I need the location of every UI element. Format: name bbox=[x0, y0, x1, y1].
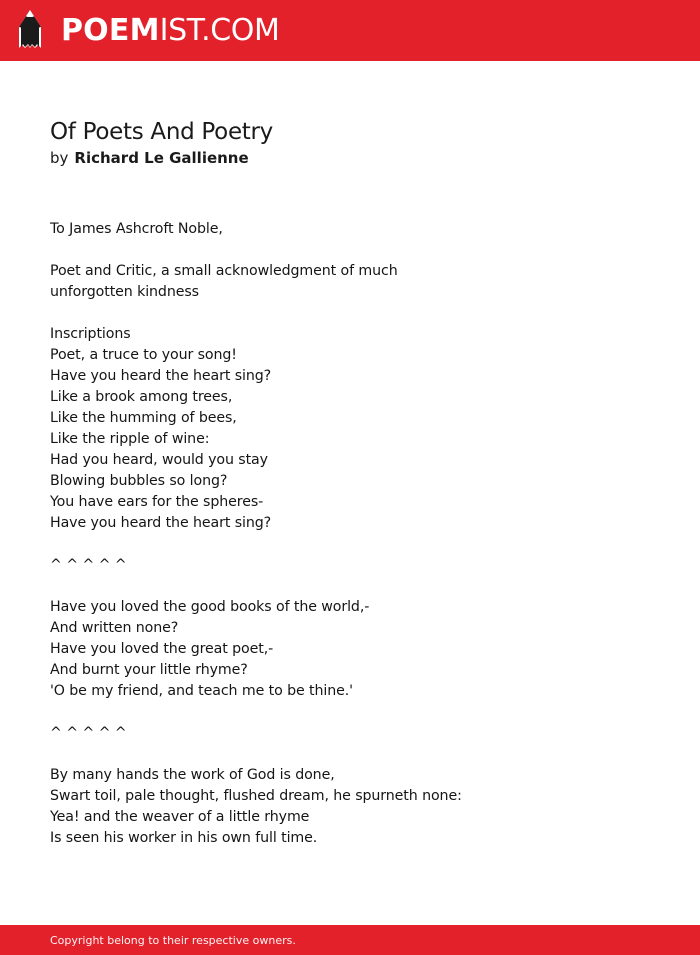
poem-line bbox=[50, 744, 650, 765]
poem-line: Poet and Critic, a small acknowledgment of much bbox=[50, 263, 398, 279]
poem-line bbox=[50, 240, 650, 261]
poem-line: Is seen his worker in his own full time. bbox=[50, 830, 318, 846]
poem-line bbox=[50, 534, 650, 555]
poem-line: unforgotten kindness bbox=[50, 284, 199, 300]
poem-line bbox=[50, 702, 650, 723]
poem-body bbox=[50, 219, 650, 849]
poem-byline bbox=[50, 148, 650, 169]
poem-line: And written none? bbox=[50, 620, 179, 636]
poem-heading bbox=[50, 117, 650, 169]
poem-line: Like a brook among trees, bbox=[50, 389, 233, 405]
site-footer bbox=[0, 925, 700, 955]
poem-line: Like the ripple of wine: bbox=[50, 431, 210, 447]
poem-line: By many hands the work of God is done, bbox=[50, 767, 335, 783]
pencil-icon bbox=[18, 10, 42, 52]
poem-line: Have you heard the heart sing? bbox=[50, 368, 272, 384]
site-header bbox=[0, 0, 700, 61]
poem-line: Had you heard, would you stay bbox=[50, 452, 268, 468]
poem-line: Poet, a truce to your song! bbox=[50, 347, 237, 363]
poem-line: 'O be my friend, and teach me to be thine.' bbox=[50, 683, 353, 699]
logo-light-text: IST.COM bbox=[159, 13, 280, 48]
poem-line: To James Ashcroft Noble, bbox=[50, 221, 223, 237]
poem-line: You have ears for the spheres- bbox=[50, 494, 264, 510]
poem-line: Yea! and the weaver of a little rhyme bbox=[50, 809, 310, 825]
poem-line: ^ ^ ^ ^ ^ bbox=[50, 557, 127, 573]
poem-line: Blowing bubbles so long? bbox=[50, 473, 228, 489]
copyright-text: Copyright belong to their respective owners. bbox=[50, 934, 296, 947]
poem-line: Like the humming of bees, bbox=[50, 410, 237, 426]
poem-line: Inscriptions bbox=[50, 326, 131, 342]
poem-line: Have you loved the great poet,- bbox=[50, 641, 274, 657]
site-logo[interactable] bbox=[18, 0, 279, 61]
poem-line: Have you heard the heart sing? bbox=[50, 515, 272, 531]
poem-line bbox=[50, 303, 650, 324]
poem-title: Of Poets And Poetry bbox=[50, 119, 273, 145]
site-logo-text bbox=[61, 13, 280, 48]
by-label: by bbox=[50, 149, 69, 167]
logo-strong-text: POEM bbox=[61, 13, 160, 48]
poem-line bbox=[50, 576, 650, 597]
poem-line: Swart toil, pale thought, flushed dream, he spurneth none: bbox=[50, 788, 462, 804]
poem-line: And burnt your little rhyme? bbox=[50, 662, 248, 678]
author-name[interactable]: Richard Le Gallienne bbox=[74, 149, 249, 167]
poem-line: ^ ^ ^ ^ ^ bbox=[50, 725, 127, 741]
poem-line: Have you loved the good books of the world,- bbox=[50, 599, 370, 615]
